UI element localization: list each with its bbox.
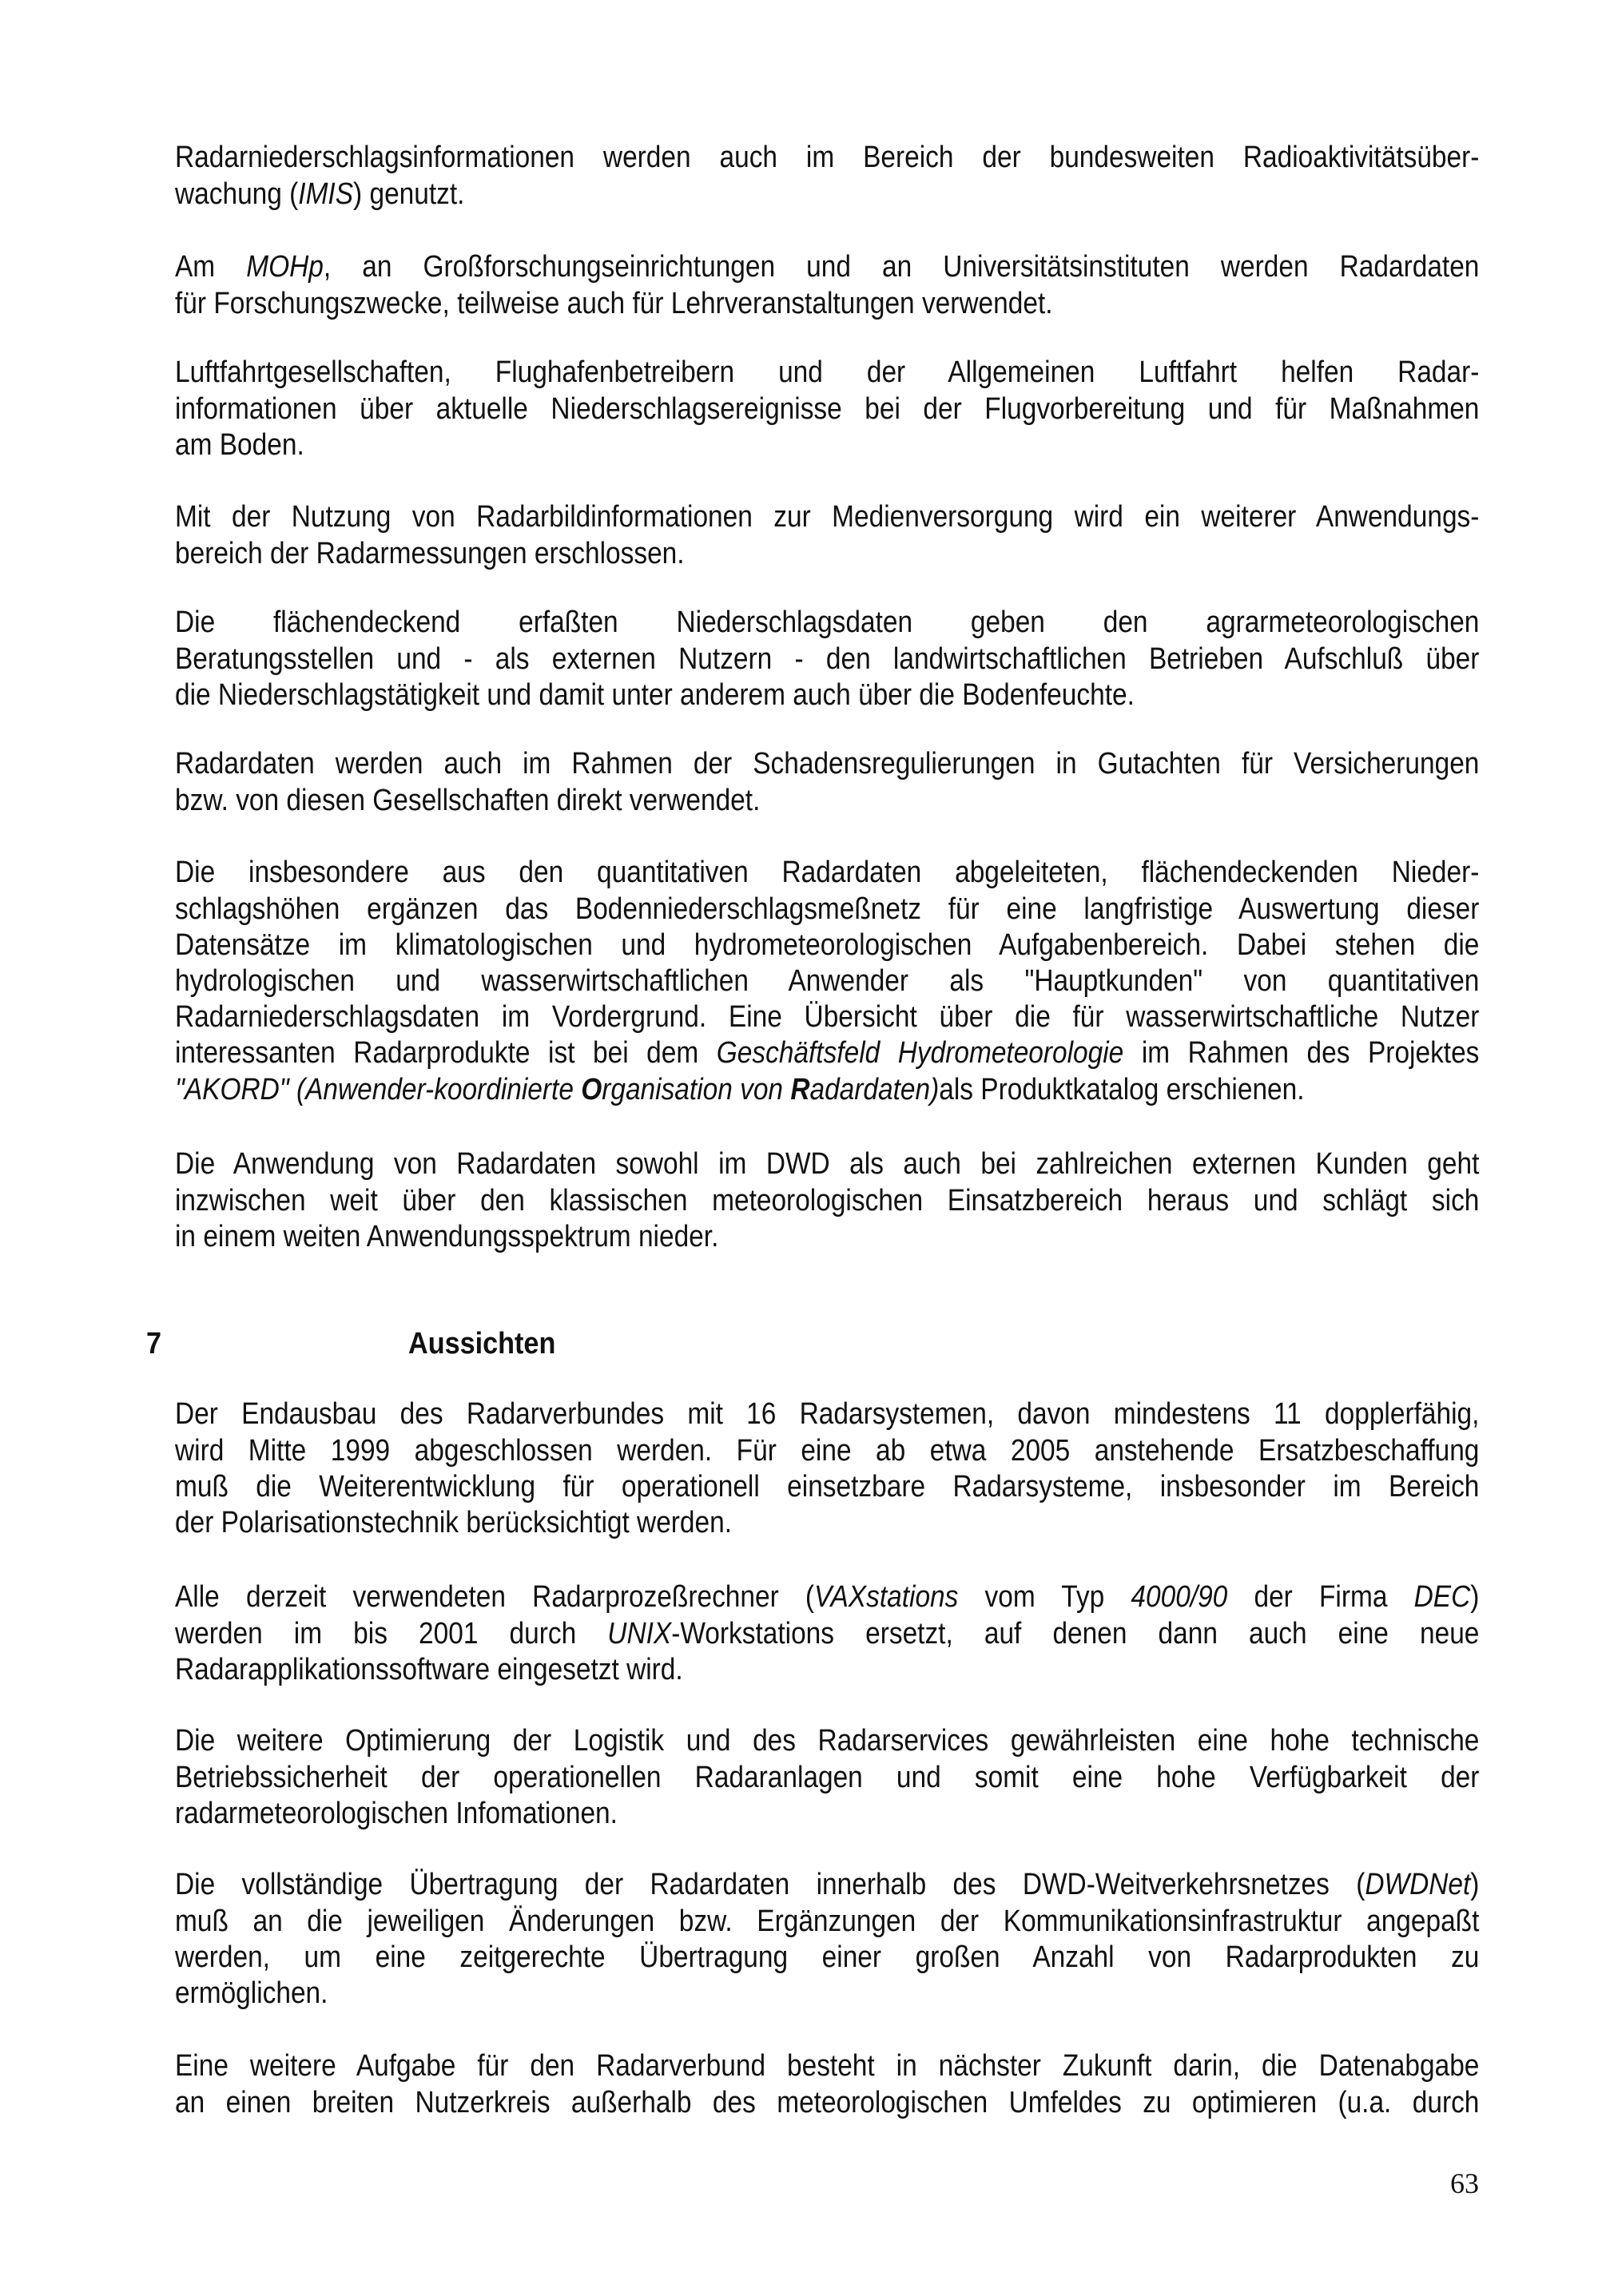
text-line	[175, 1940, 1479, 1976]
text-segment: Die flächendeckend erfaßten Niederschlagsdaten geben den agrarmeteorologischen	[175, 606, 1480, 640]
text-segment: Der Endausbau des Radarverbundes mit 16 Radarsystemen, davon mindestens 11 dopplerfähig,	[175, 1397, 1480, 1432]
text-segment: Radarniederschlagsinformationen werden auch im Bereich der bundesweiten Radioaktivitätsüber-	[175, 141, 1480, 175]
text-line	[175, 536, 1479, 572]
paragraph	[175, 249, 1479, 321]
text-segment: ) genutzt.	[353, 177, 465, 211]
text-line	[175, 783, 1479, 819]
paragraph	[175, 140, 1479, 212]
text-segment: rganisation von	[602, 1072, 791, 1106]
text-line	[175, 1867, 1479, 1903]
text-segment: radarmeteorologischen Infomationen.	[175, 1796, 618, 1830]
text-segment: bereich der Radarmessungen erschlossen.	[175, 536, 685, 570]
text-segment: DWDNet	[1365, 1868, 1471, 1902]
text-line	[175, 286, 1479, 322]
paragraph	[175, 1867, 1479, 2012]
text-line	[175, 1760, 1479, 1796]
text-segment: R	[790, 1072, 810, 1106]
text-segment: Am	[175, 250, 247, 284]
paragraph	[175, 355, 1479, 463]
text-segment: wird Mitte 1999 abgeschlossen werden. Für eine ab etwa 2005 anstehende Ersatzbeschaffung	[175, 1433, 1480, 1468]
text-line	[175, 1904, 1479, 1940]
text-segment: adardaten)	[809, 1072, 940, 1106]
text-segment: muß an die jeweiligen Änderungen bzw. Ergänzungen der Kommunikationsinfrastruktur angepaßt	[175, 1904, 1480, 1938]
text-line	[175, 928, 1479, 963]
text-segment: 4000/90	[1131, 1580, 1228, 1615]
text-line	[175, 2048, 1479, 2084]
text-segment: DEC	[1413, 1580, 1471, 1615]
text-segment: Radardaten werden auch im Rahmen der Schadensregulierungen in Gutachten für Versicherungen	[175, 747, 1480, 781]
text-segment: interessanten Radarprodukte ist bei dem	[175, 1036, 717, 1071]
text-segment: MOHp	[246, 250, 324, 284]
text-segment: Radarniederschlagsdaten im Vordergrund. Eine Übersicht über die für wasserwirtschaftliche Nutzer	[175, 1000, 1480, 1035]
text-segment: Geschäftsfeld Hydrometeorologie	[716, 1036, 1124, 1071]
text-segment: Luftfahrtgesellschaften, Flughafenbetreibern und der Allgemeinen Luftfahrt helfen Radar-	[175, 356, 1480, 390]
paragraph	[175, 1396, 1479, 1541]
text-segment: -Workstations ersetzt, auf denen dann auch eine neue	[671, 1616, 1480, 1650]
text-line	[175, 499, 1479, 535]
text-segment: Die weitere Optimierung der Logistik und des Radarservices gewährleisten eine hohe technische	[175, 1724, 1480, 1758]
text-line	[175, 1796, 1479, 1832]
text-segment: muß die Weiterentwicklung für operationell einsetzbare Radarsysteme, insbesonder im Bereich	[175, 1469, 1480, 1504]
text-segment: Die vollständige Übertragung der Radardaten innerhalb des DWD-Weitverkehrsnetzes (	[175, 1868, 1365, 1902]
text-line	[175, 1035, 1479, 1071]
text-segment: VAXstations	[814, 1580, 959, 1615]
text-line	[175, 140, 1479, 176]
text-line	[175, 1505, 1479, 1541]
text-segment: , an Großforschungseinrichtungen und an Universitätsinstituten werden Radardaten	[323, 250, 1480, 284]
text-segment: die Niederschlagstätigkeit und damit unter anderem auch über die Bodenfeuchte.	[175, 677, 1135, 712]
text-line	[175, 999, 1479, 1035]
text-segment: in einem weiten Anwendungsspektrum nieder.	[175, 1219, 719, 1253]
page-number: 63	[1450, 2167, 1479, 2199]
text-segment: IMIS	[298, 177, 354, 211]
text-line	[175, 642, 1479, 677]
text-segment: vom Typ	[958, 1580, 1131, 1615]
text-line	[175, 1616, 1479, 1652]
text-line	[175, 963, 1479, 999]
text-segment: am Boden.	[175, 427, 304, 462]
text-line	[175, 1072, 1479, 1108]
text-segment: Radarapplikationssoftware eingesetzt wird.	[175, 1652, 683, 1686]
text-segment: Beratungsstellen und - als externen Nutzern - den landwirtschaftlichen Betrieben Aufschluß über	[175, 642, 1480, 676]
paragraph	[175, 746, 1479, 818]
text-segment: Alle derzeit verwendeten Radarprozeßrechner (	[175, 1580, 815, 1615]
text-segment: Die insbesondere aus den quantitativen Radardaten abgeleiteten, flächendeckenden Nieder-	[175, 856, 1480, 890]
text-segment: bzw. von diesen Gesellschaften direkt verwendet.	[175, 783, 761, 817]
text-segment: hydrologischen und wasserwirtschaftlichen Anwender als "Hauptkunden" von quantitativen	[175, 963, 1480, 998]
text-segment: ermöglichen.	[175, 1976, 328, 2010]
text-line	[175, 605, 1479, 641]
text-segment: "AKORD" (Anwender-koordinierte	[175, 1072, 582, 1106]
paragraph	[175, 1146, 1479, 1255]
section-number: 7	[146, 1327, 162, 1361]
text-segment: inzwischen weit über den klassischen meteorologischen Einsatzbereich heraus und schlägt sich	[175, 1183, 1480, 1218]
text-line	[175, 249, 1479, 285]
paragraph	[175, 2048, 1479, 2120]
text-line	[175, 2085, 1479, 2121]
text-line	[175, 427, 1479, 463]
text-line	[175, 746, 1479, 782]
text-segment: Mit der Nutzung von Radarbildinformationen zur Medienversorgung wird ein weiterer Anwendungs-	[175, 500, 1480, 534]
text-line	[175, 1433, 1479, 1469]
text-segment: Datensätze im klimatologischen und hydrometeorologischen Aufgabenbereich. Dabei stehen die	[175, 928, 1480, 962]
text-line	[175, 355, 1479, 391]
text-segment: im Rahmen des Projektes	[1123, 1036, 1480, 1071]
text-segment: werden, um eine zeitgerechte Übertragung einer großen Anzahl von Radarprodukten zu	[175, 1940, 1480, 1974]
text-line	[175, 1469, 1479, 1505]
text-segment: der Polarisationstechnik berücksichtigt werden.	[175, 1505, 733, 1539]
text-segment: informationen über aktuelle Niederschlagsereignisse bei der Flugvorbereitung und für Maßnahmen	[175, 391, 1480, 426]
text-segment: für Forschungszwecke, teilweise auch für Lehrveranstaltungen verwendet.	[175, 286, 1053, 320]
paragraph	[175, 1723, 1479, 1832]
text-line	[175, 391, 1479, 427]
text-line	[175, 1579, 1479, 1615]
text-segment: der Firma	[1227, 1580, 1414, 1615]
text-segment: Betriebssicherheit der operationellen Radaranlagen und somit eine hohe Verfügbarkeit der	[175, 1760, 1480, 1794]
paragraph	[175, 1579, 1479, 1688]
text-segment: Eine weitere Aufgabe für den Radarverbund besteht in nächster Zukunft darin, die Datenabgabe	[175, 2049, 1480, 2083]
text-line	[175, 1652, 1479, 1688]
text-segment: )	[1470, 1580, 1480, 1615]
text-line	[175, 1976, 1479, 2012]
paragraph	[175, 855, 1479, 1107]
text-line	[175, 892, 1479, 928]
text-segment: wachung (	[175, 177, 299, 211]
section-title: Aussichten	[408, 1327, 556, 1361]
text-line	[175, 855, 1479, 891]
text-segment: Die Anwendung von Radardaten sowohl im DWD als auch bei zahlreichen externen Kunden geht	[175, 1147, 1480, 1182]
text-line	[175, 1146, 1479, 1182]
paragraph	[175, 605, 1479, 713]
text-segment: schlagshöhen ergänzen das Bodenniederschlagsmeßnetz für eine langfristige Auswertung dieser	[175, 892, 1480, 926]
text-segment: werden im bis 2001 durch	[175, 1616, 608, 1650]
text-line	[175, 177, 1479, 213]
paragraph	[175, 499, 1479, 571]
text-line	[175, 1396, 1479, 1432]
text-segment: UNIX	[607, 1616, 672, 1650]
text-line	[175, 677, 1479, 713]
text-segment: an einen breiten Nutzerkreis außerhalb des meteorologischen Umfeldes zu optimieren (u.a. durch	[175, 2085, 1480, 2119]
text-segment: als Produktkatalog erschienen.	[939, 1072, 1305, 1106]
text-segment: O	[581, 1072, 602, 1106]
text-line	[175, 1183, 1479, 1219]
text-segment: )	[1470, 1868, 1480, 1902]
text-line	[175, 1723, 1479, 1759]
text-line	[175, 1219, 1479, 1255]
